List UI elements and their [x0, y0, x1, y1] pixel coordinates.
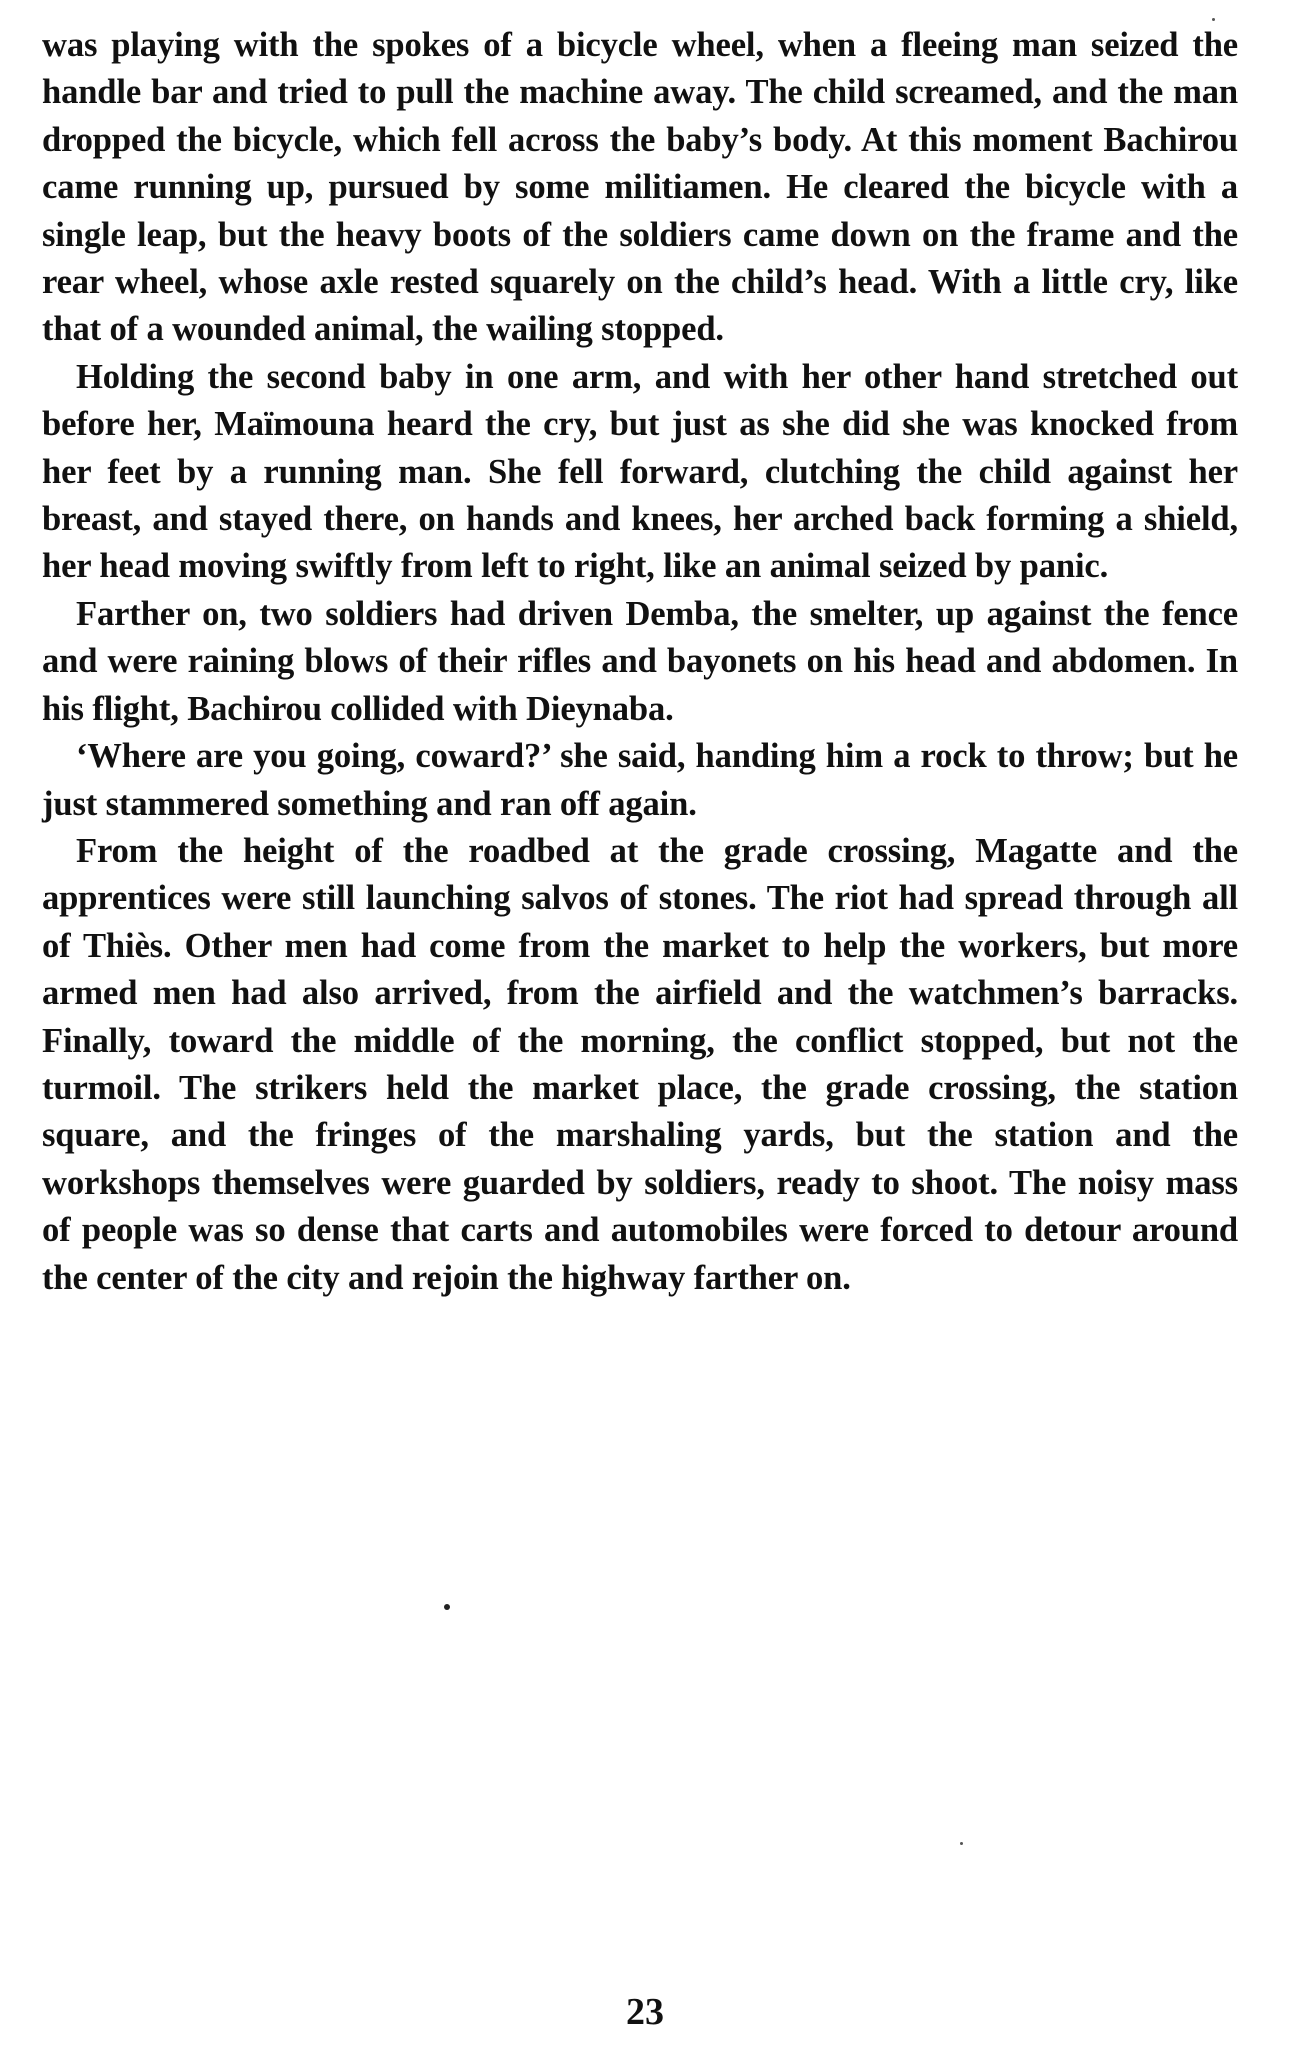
paragraph-3: Farther on, two soldiers had driven Demba, the smelter, up against the fence and were raining blows of their rifles and bayonets on his head and abdomen. In his flight, Bachirou collided with Dieynaba. — [42, 594, 1238, 728]
page-body — [42, 22, 1238, 1302]
scan-speck — [1212, 18, 1215, 21]
scan-speck — [960, 1842, 963, 1845]
page-number: 23 — [626, 1991, 664, 2033]
paragraph-5: From the height of the roadbed at the grade crossing, Magatte and the apprentices were still launching salvos of stones. The riot had spread through all of Thiès. Other men had come from the market to help the workers, but more armed men had also arrived, from the airfield and the watchmen’s barracks. Finally, toward the middle of the morning, the conflict stopped, but not the turmoil. The strikers held the market place, the grade crossing, the station square, and the fringes of the marshaling yards, but the station and the workshops themselves were guarded by soldiers, ready to shoot. The noisy mass of people was so dense that carts and automobiles were forced to detour around the center of the city and rejoin the highway farther on. — [42, 831, 1238, 1297]
paragraph-4: ‘Where are you going, coward?’ she said, handing him a rock to throw; but he just stammered something and ran off again. — [42, 737, 1238, 823]
paragraph-2: Holding the second baby in one arm, and with her other hand stretched out before her, Maïmouna heard the cry, but just as she did she was knocked from her feet by a running man. She fell forward, clutching the child against her breast, and stayed there, on hands and knees, her arched back forming a shield, her head moving swiftly from left to right, like an animal seized by panic. — [42, 357, 1238, 586]
paragraph-1: was playing with the spokes of a bicycle wheel, when a fleeing man seized the handle bar and tried to pull the machine away. The child screamed, and the man dropped the bicycle, which fell across the baby’s body. At this moment Bachirou came running up, pursued by some militiamen. He cleared the bicycle with a single leap, but the heavy boots of the soldiers came down on the frame and the rear wheel, whose axle rested squarely on the child’s head. With a little cry, like that of a wounded animal, the wailing stopped. — [42, 26, 1238, 349]
stray-ink-mark — [444, 1604, 450, 1610]
